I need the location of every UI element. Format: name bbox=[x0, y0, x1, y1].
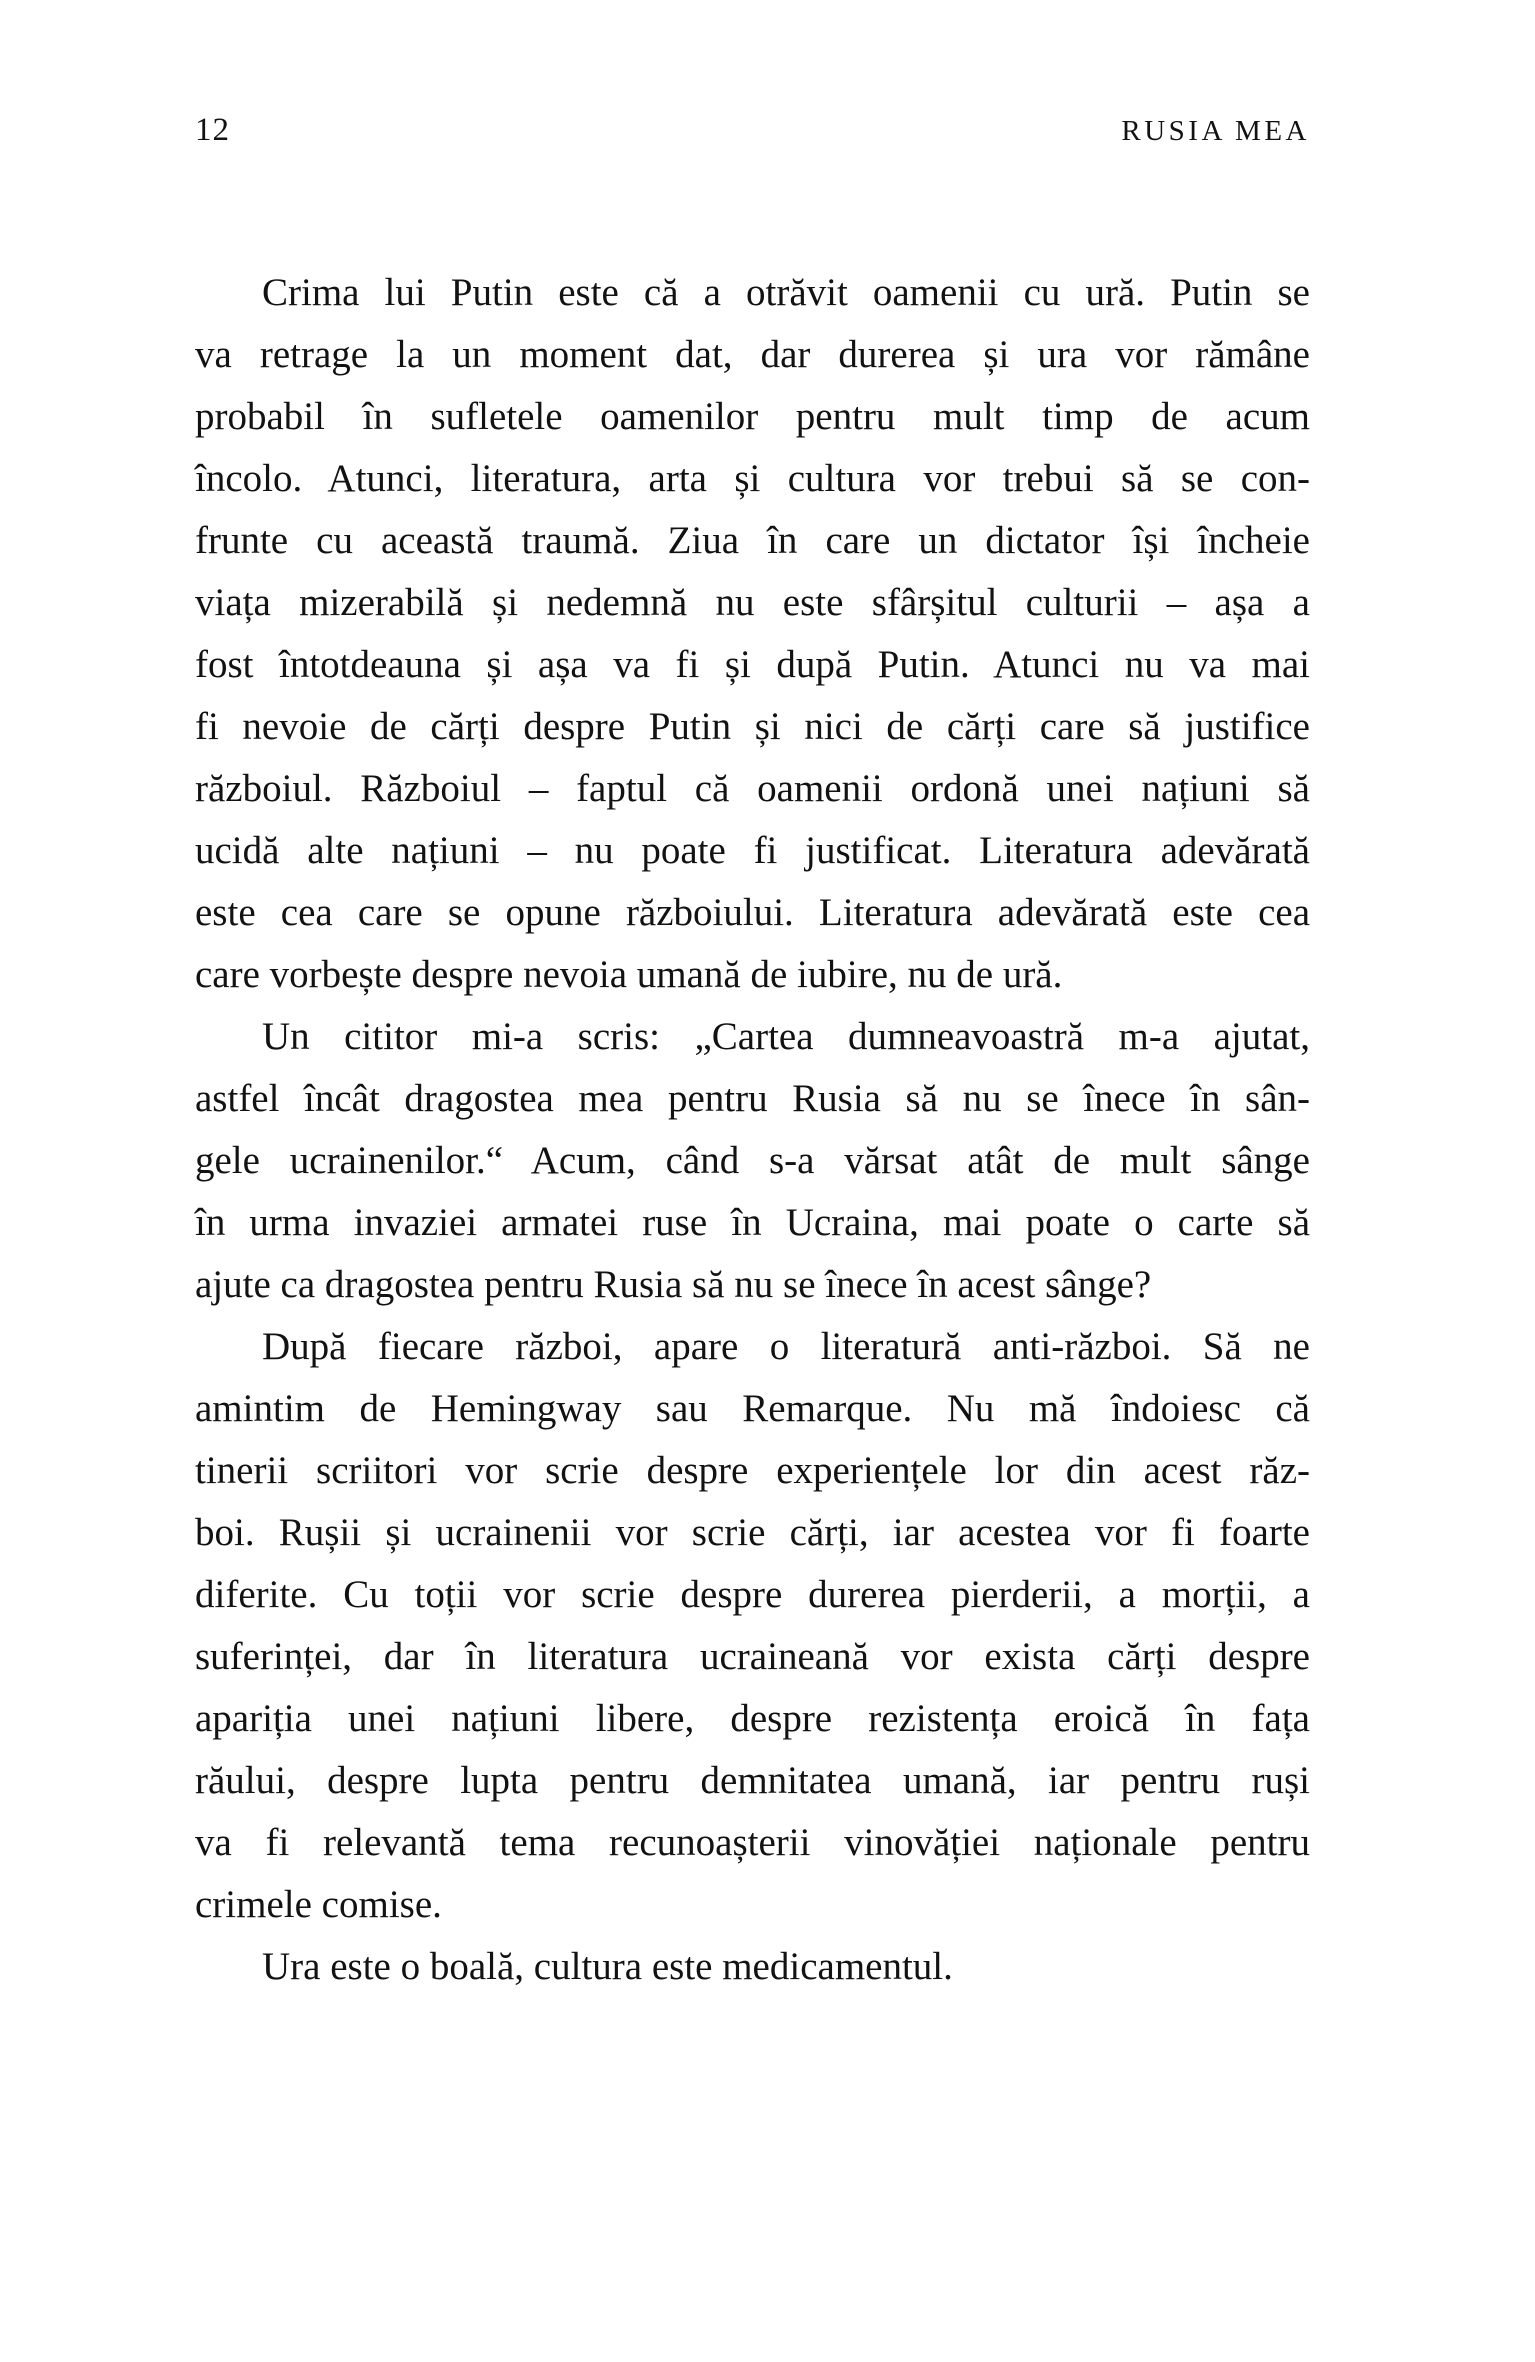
text-line: care vorbește despre nevoia umană de iubire, nu de ură. bbox=[195, 953, 1063, 996]
text-line: viața mizerabilă și nedemnă nu este sfârșitul culturii – așa a bbox=[195, 581, 1310, 624]
text-line: probabil în sufletele oamenilor pentru mult timp de acum bbox=[195, 395, 1310, 438]
text-line: Ura este o boală, cultura este medicamentul. bbox=[262, 1945, 953, 1988]
paragraph bbox=[195, 262, 1310, 1006]
text-line: fost întotdeauna și așa va fi și după Putin. Atunci nu va mai bbox=[195, 643, 1310, 686]
page-header bbox=[195, 112, 1310, 149]
text-line: amintim de Hemingway sau Remarque. Nu mă îndoiesc că bbox=[195, 1387, 1310, 1430]
text-line: ucidă alte națiuni – nu poate fi justificat. Literatura adevărată bbox=[195, 829, 1310, 872]
text-line: încolo. Atunci, literatura, arta și cultura vor trebui să se con- bbox=[195, 457, 1310, 500]
text-line: războiul. Războiul – faptul că oamenii ordonă unei națiuni să bbox=[195, 767, 1310, 810]
text-line: Crima lui Putin este că a otrăvit oamenii cu ură. Putin se bbox=[262, 271, 1310, 314]
text-line: boi. Rușii și ucrainenii vor scrie cărți, iar acestea vor fi foarte bbox=[195, 1511, 1310, 1554]
text-line: apariția unei națiuni libere, despre rezistența eroică în fața bbox=[195, 1697, 1310, 1740]
text-line: este cea care se opune războiului. Literatura adevărată este cea bbox=[195, 891, 1310, 934]
paragraph bbox=[195, 1006, 1310, 1316]
body-text bbox=[195, 262, 1310, 1998]
text-line: gele ucrainenilor.“ Acum, când s-a vărsat atât de mult sânge bbox=[195, 1139, 1310, 1182]
text-line: va fi relevantă tema recunoașterii vinovăției naționale pentru bbox=[195, 1821, 1310, 1864]
text-line: crimele comise. bbox=[195, 1883, 442, 1926]
page-number: 12 bbox=[195, 112, 230, 148]
text-line: în urma invaziei armatei ruse în Ucraina, mai poate o carte să bbox=[195, 1201, 1310, 1244]
text-line: fi nevoie de cărți despre Putin și nici de cărți care să justifice bbox=[195, 705, 1310, 748]
paragraph bbox=[195, 1936, 1310, 1998]
text-line: După fiecare război, apare o literatură anti-război. Să ne bbox=[262, 1325, 1310, 1368]
text-line: astfel încât dragostea mea pentru Rusia să nu se înece în sân- bbox=[195, 1077, 1310, 1120]
text-line: frunte cu această traumă. Ziua în care un dictator își încheie bbox=[195, 519, 1310, 562]
text-line: diferite. Cu toții vor scrie despre durerea pierderii, a morții, a bbox=[195, 1573, 1310, 1616]
text-line: ajute ca dragostea pentru Rusia să nu se înece în acest sânge? bbox=[195, 1263, 1152, 1306]
paragraph bbox=[195, 1316, 1310, 1936]
text-line: tinerii scriitori vor scrie despre experiențele lor din acest răz- bbox=[195, 1449, 1310, 1492]
text-line: Un cititor mi-a scris: „Cartea dumneavoastră m-a ajutat, bbox=[262, 1015, 1310, 1058]
text-line: răului, despre lupta pentru demnitatea umană, iar pentru ruși bbox=[195, 1759, 1310, 1802]
running-title: RUSIA MEA bbox=[1121, 115, 1310, 147]
text-line: suferinței, dar în literatura ucraineană vor exista cărți despre bbox=[195, 1635, 1310, 1678]
text-line: va retrage la un moment dat, dar durerea și ura vor rămâne bbox=[195, 333, 1310, 376]
